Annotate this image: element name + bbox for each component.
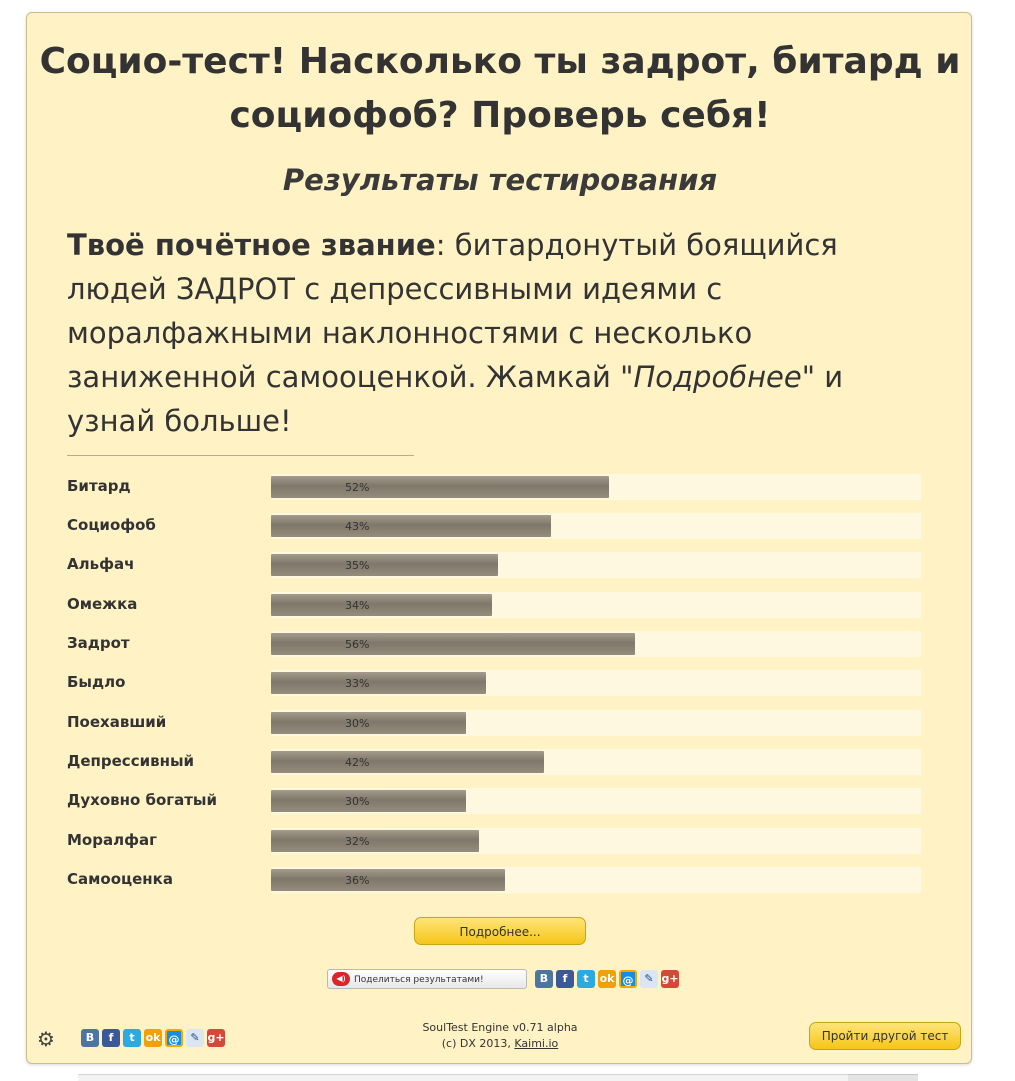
google-plus-icon[interactable]: g+ [661, 970, 679, 988]
facebook-icon[interactable]: f [556, 970, 574, 988]
share-icons [535, 970, 679, 988]
stat-bar [271, 751, 544, 773]
stat-bar [271, 476, 609, 498]
result-text [67, 223, 927, 443]
stat-row-zadrot [27, 630, 973, 660]
result-text-b: " и узнай больше! [67, 360, 844, 438]
divider [67, 455, 414, 456]
result-label: Твоё почётное звание [67, 228, 436, 262]
stat-label: Битард [67, 477, 131, 495]
gear-icon[interactable]: ⚙ [37, 1027, 55, 1051]
stat-bar [271, 633, 635, 655]
results-subtitle: Результаты тестирования [282, 163, 718, 197]
stat-label: Быдло [67, 673, 126, 691]
stat-percent: 56% [345, 638, 370, 651]
stat-label: Задрот [67, 634, 130, 652]
stat-row-duhovno-bogaty [27, 787, 973, 817]
result-text-italic: Подробнее [633, 360, 802, 394]
stat-percent: 32% [345, 835, 370, 848]
stat-label: Моралфаг [67, 831, 157, 849]
stat-bar [271, 554, 498, 576]
stat-bar [271, 830, 479, 852]
stat-bar [271, 869, 505, 891]
google-plus-icon[interactable]: g+ [207, 1029, 225, 1047]
share-label: Поделиться результатами! [354, 975, 484, 985]
stat-percent: 30% [345, 795, 370, 808]
stat-row-samoocenka [27, 866, 973, 896]
stat-row-omezhka [27, 591, 973, 621]
kaimi-link[interactable]: Kaimi.io [514, 1037, 559, 1050]
twitter-icon[interactable]: t [577, 970, 595, 988]
twitter-icon[interactable]: t [123, 1029, 141, 1047]
stat-label: Поехавший [67, 713, 167, 731]
stat-label: Омежка [67, 595, 138, 613]
stat-row-bydlo [27, 669, 973, 699]
stat-row-moralfag [27, 827, 973, 857]
stat-percent: 30% [345, 717, 370, 730]
vk-icon[interactable]: В [81, 1029, 99, 1047]
stat-row-poehavshiy [27, 709, 973, 739]
mailru-icon[interactable]: @ [619, 970, 637, 988]
take-another-test-button[interactable]: Пройти другой тест [809, 1022, 961, 1050]
share-results-button[interactable] [327, 969, 527, 989]
stat-bar [271, 672, 486, 694]
odnoklassniki-icon[interactable]: ok [144, 1029, 162, 1047]
livejournal-icon[interactable]: ✎ [186, 1029, 204, 1047]
more-details-button[interactable]: Подробнее... [414, 917, 586, 945]
mailru-icon[interactable]: @ [165, 1029, 183, 1047]
vk-icon[interactable]: В [535, 970, 553, 988]
stat-percent: 34% [345, 599, 370, 612]
stat-percent: 42% [345, 756, 370, 769]
stat-row-alfach [27, 551, 973, 581]
result-text-a: : битардонутый боящийся людей ЗАДРОТ с депрессивными идеями с моралфажными наклонностями с несколько заниженной самооценкой. Жамкай " [67, 228, 838, 394]
stat-percent: 35% [345, 559, 370, 572]
livejournal-icon[interactable]: ✎ [640, 970, 658, 988]
copyright-text: (c) DX 2013, [441, 1037, 515, 1050]
odnoklassniki-icon[interactable]: ok [598, 970, 616, 988]
stat-label: Самооценка [67, 870, 173, 888]
stat-percent: 43% [345, 520, 370, 533]
stat-row-depressivny [27, 748, 973, 778]
stat-row-sociofob [27, 512, 973, 542]
stat-label: Социофоб [67, 516, 156, 534]
test-card [26, 12, 972, 1064]
stat-percent: 36% [345, 874, 370, 887]
stat-percent: 52% [345, 481, 370, 494]
stat-bar [271, 594, 492, 616]
stat-label: Депрессивный [67, 752, 195, 770]
facebook-icon[interactable]: f [102, 1029, 120, 1047]
stat-label: Альфач [67, 555, 135, 573]
engine-version: SoulTest Engine v0.71 alpha [422, 1021, 578, 1034]
page-title: Социо-тест! Насколько ты задрот, битард и социофоб? Проверь себя! [39, 41, 961, 136]
stat-bar [271, 515, 551, 537]
stat-label: Духовно богатый [67, 791, 218, 809]
stat-row-bitard [27, 473, 973, 503]
speaker-icon: ◀) [332, 972, 350, 986]
stat-percent: 33% [345, 677, 370, 690]
